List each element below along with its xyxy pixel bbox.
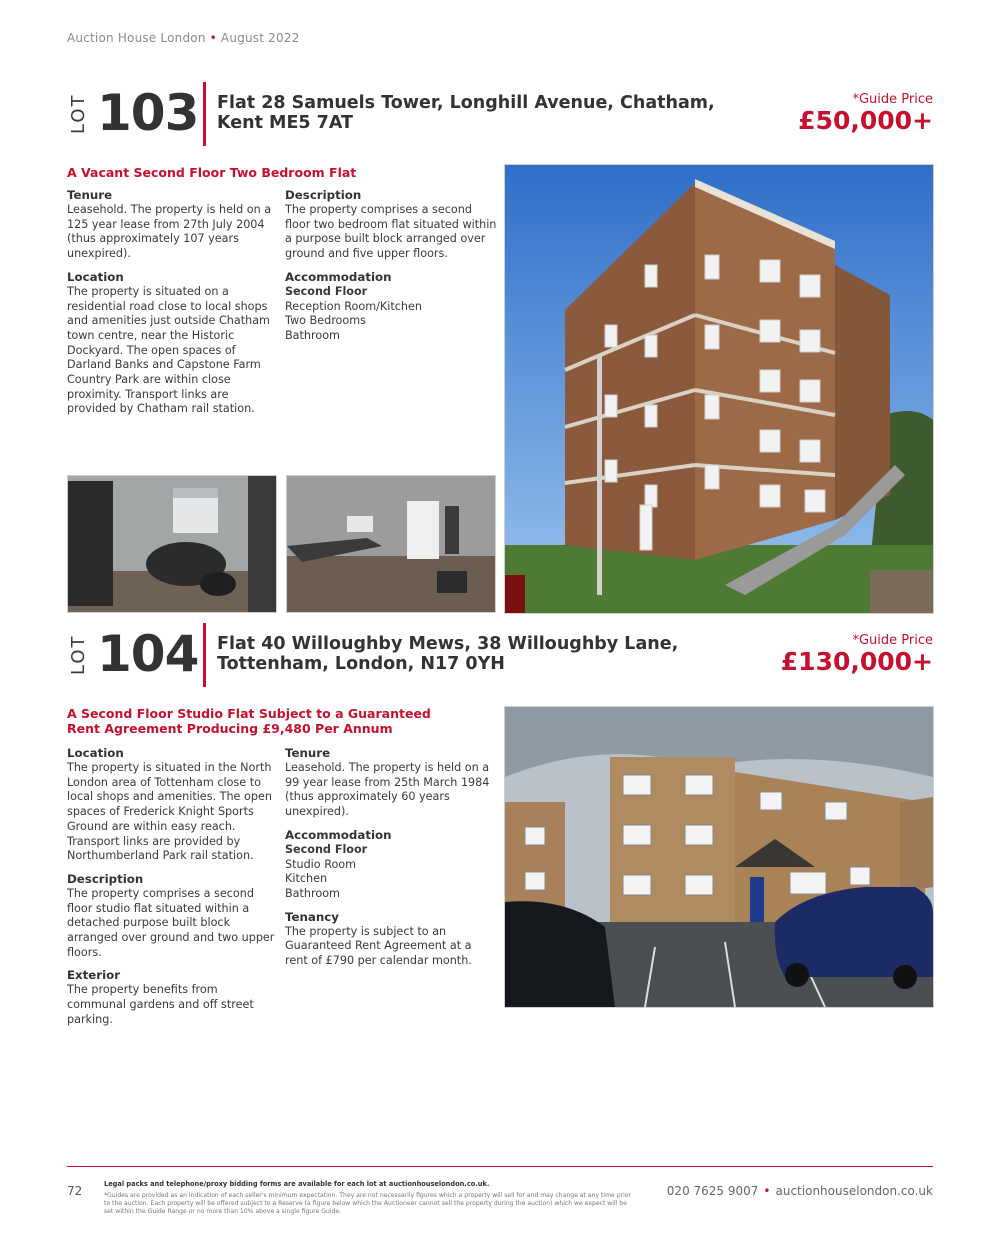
guide-price-label: *Guide Price bbox=[852, 633, 933, 648]
phone-number: 020 7625 9007 bbox=[666, 1184, 759, 1198]
guide-price-block bbox=[798, 92, 933, 134]
lot-label: LOT bbox=[68, 634, 89, 676]
address-line-1: Flat 40 Willoughby Mews, 38 Willoughby Lane, bbox=[217, 634, 679, 654]
bedroom-interior-photo bbox=[67, 475, 277, 613]
accommodation-floor: Second Floor bbox=[285, 842, 368, 856]
right-column bbox=[285, 188, 497, 344]
publisher-name: Auction House London bbox=[67, 31, 206, 45]
location-heading: Location bbox=[67, 746, 124, 760]
lot-103-section bbox=[67, 82, 933, 614]
kitchen-image bbox=[287, 476, 495, 612]
bedroom-image bbox=[68, 476, 276, 612]
right-column bbox=[285, 746, 497, 977]
issue-date: August 2022 bbox=[220, 31, 300, 45]
description-heading: Description bbox=[285, 188, 362, 202]
accommodation-room: Two Bedrooms bbox=[285, 314, 366, 328]
lot-address bbox=[217, 634, 678, 674]
guide-price-label: *Guide Price bbox=[852, 92, 933, 107]
address-line-2: Tottenham, London, N17 0YH bbox=[217, 654, 505, 674]
running-header bbox=[67, 31, 299, 45]
lot-subtitle: A Vacant Second Floor Two Bedroom Flat bbox=[67, 165, 357, 180]
accommodation-heading: Accommodation bbox=[285, 827, 392, 842]
address-line-2: Kent ME5 7AT bbox=[217, 113, 353, 133]
accommodation-room: Bathroom bbox=[285, 328, 340, 342]
description-text: The property comprises a second floor two bedroom flat situated within a purpose built block arranged over ground and five upper floors. bbox=[285, 203, 497, 261]
lot-subtitle: A Second Floor Studio Flat Subject to a Guaranteed Rent Agreement Producing £9,480 Per Annum bbox=[67, 706, 431, 736]
guide-price-value: £130,000+ bbox=[780, 647, 933, 676]
tenure-text: Leasehold. The property is held on a 99 year lease from 25th March 1984 (thus approximately 60 years unexpired). bbox=[285, 761, 490, 819]
property-exterior-photo bbox=[504, 706, 934, 1008]
guide-price-block bbox=[781, 633, 933, 675]
description-heading: Description bbox=[67, 871, 144, 886]
guide-price-value: £50,000+ bbox=[798, 106, 933, 135]
accommodation-heading: Accommodation bbox=[285, 269, 392, 284]
tenancy-heading: Tenancy bbox=[285, 909, 339, 924]
footer-contact bbox=[667, 1184, 933, 1198]
separator-dot: • bbox=[209, 31, 217, 45]
low-rise-block-image bbox=[505, 707, 933, 1007]
page-number: 72 bbox=[67, 1184, 83, 1198]
location-heading: Location bbox=[67, 269, 124, 284]
lot-label: LOT bbox=[68, 93, 89, 135]
accommodation-room: Kitchen bbox=[285, 872, 328, 886]
tenure-heading: Tenure bbox=[67, 188, 113, 202]
lot-divider-bar bbox=[203, 623, 206, 687]
exterior-heading: Exterior bbox=[67, 968, 121, 983]
address-line-1: Flat 28 Samuels Tower, Longhill Avenue, Chatham, bbox=[217, 93, 715, 113]
lot-104-section bbox=[67, 623, 933, 1053]
tower-block-image bbox=[505, 165, 933, 613]
location-text: The property is situated on a residential road close to local shops and amenities just outside Chatham town centre, near the Historic Dockyard. The open spaces of Darland Banks and Capstone Farm Country Park are within close proximity. Transport links are provided by Chatham rail station. bbox=[67, 284, 270, 416]
kitchen-interior-photo bbox=[286, 475, 496, 613]
property-exterior-photo bbox=[504, 164, 934, 614]
accommodation-room: Bathroom bbox=[285, 886, 340, 900]
website-link[interactable]: auctionhouselondon.co.uk bbox=[775, 1184, 933, 1198]
tenure-text: Leasehold. The property is held on a 125 year lease from 27th July 2004 (thus approximately 107 years unexpired). bbox=[67, 203, 272, 261]
description-text: The property comprises a second floor studio flat situated within a detached purpose built block arranged over ground and two upper floors. bbox=[67, 886, 275, 959]
lot-address bbox=[217, 93, 715, 133]
left-column bbox=[67, 746, 279, 1036]
tenancy-text: The property is subject to an Guaranteed Rent Agreement at a rent of £790 per calendar month. bbox=[285, 924, 472, 968]
lot-number: 104 bbox=[97, 625, 199, 683]
location-text: The property is situated in the North London area of Tottenham close to local shops and amenities. The open spaces of Frederick Knight Sports Ground are within easy reach. Transport links are provided by Northumberland Park rail station. bbox=[67, 761, 272, 863]
lot-divider-bar bbox=[203, 82, 206, 146]
legal-packs-note: Legal packs and telephone/proxy bidding forms are available for each lot at auctionhouselondon.co.uk. bbox=[104, 1180, 490, 1188]
lot-number: 103 bbox=[97, 84, 199, 142]
left-column bbox=[67, 188, 279, 425]
tenure-heading: Tenure bbox=[285, 746, 331, 760]
separator-dot: • bbox=[763, 1184, 771, 1198]
exterior-text: The property benefits from communal gardens and off street parking. bbox=[67, 983, 254, 1026]
footer-rule bbox=[67, 1166, 933, 1167]
guide-disclaimer: *Guides are provided as an indication of each seller's minimum expectation. They are not necessarily figures which a property will sell for and may change at any time prior to the auction. Each property will be offered subject to a Reserve (a figure below which the Auctioneer cannot sell the property during the auction) which we expect will be set within the Guide Range or no more than 10% above a single figure Guide. bbox=[104, 1192, 632, 1215]
accommodation-room: Reception Room/Kitchen bbox=[285, 299, 422, 313]
accommodation-room: Studio Room bbox=[285, 857, 357, 871]
accommodation-floor: Second Floor bbox=[285, 284, 368, 298]
